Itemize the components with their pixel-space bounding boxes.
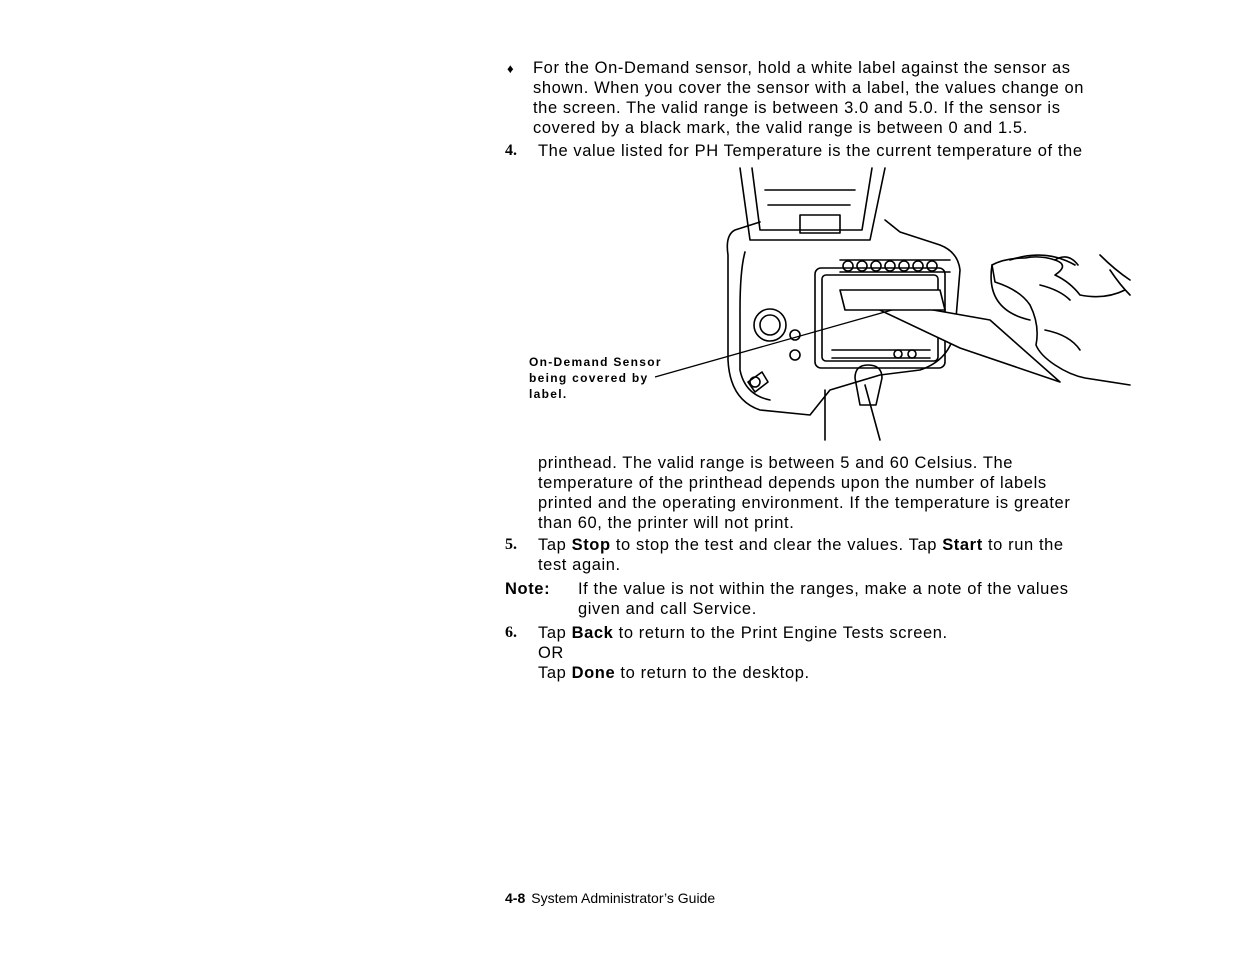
step-6-line: Tap Done to return to the desktop. (538, 664, 810, 682)
note-line: given and call Service. (578, 600, 757, 618)
done-keyword: Done (571, 664, 616, 682)
back-keyword: Back (571, 624, 614, 642)
bullet-line: shown. When you cover the sensor with a label, the values change on (533, 79, 1085, 97)
stop-keyword: Stop (571, 536, 611, 554)
printer-sensor-figure (600, 160, 1135, 445)
page-number: 4-8 (505, 890, 526, 906)
step-6-text (538, 623, 948, 683)
note-text (578, 579, 1069, 619)
step-4-continued (538, 453, 1070, 533)
step-4-first-line: The value listed for PH Temperature is the current temperature of the (538, 142, 1083, 160)
step-6-line: Tap Back to return to the Print Engine Tests screen. (538, 624, 948, 642)
step-4-line: printed and the operating environment. If the temperature is greater (538, 494, 1071, 512)
page-footer (505, 889, 715, 907)
step-5-line: Tap Stop to stop the test and clear the values. Tap Start to run the (538, 536, 1064, 554)
note-label: Note: (505, 580, 551, 598)
bullet-line: For the On-Demand sensor, hold a white label against the sensor as (533, 59, 1071, 77)
callout-line: On-Demand Sensor (529, 355, 662, 369)
step-4-line: than 60, the printer will not print. (538, 514, 795, 532)
callout-line: being covered by (529, 371, 649, 385)
step-5-text (538, 535, 1064, 575)
step-5-number: 5. (505, 536, 517, 553)
sensor-callout (529, 354, 662, 402)
step-6-or: OR (538, 644, 564, 662)
step-6-number: 6. (505, 624, 517, 641)
bullet-paragraph (533, 58, 1084, 138)
start-keyword: Start (942, 536, 983, 554)
note-line: If the value is not within the ranges, make a note of the values (578, 580, 1069, 598)
step-4-number: 4. (505, 142, 517, 159)
guide-title: System Administrator’s Guide (531, 890, 716, 906)
step-4-line: printhead. The valid range is between 5 and 60 Celsius. The (538, 454, 1014, 472)
bullet-line: the screen. The valid range is between 3.0 and 5.0. If the sensor is (533, 99, 1061, 117)
step-4-line: temperature of the printhead depends upon the number of labels (538, 474, 1047, 492)
bullet-line: covered by a black mark, the valid range is between 0 and 1.5. (533, 119, 1028, 137)
bullet-diamond: ♦ (507, 61, 514, 76)
step-5-line: test again. (538, 556, 621, 574)
callout-line: label. (529, 387, 568, 401)
